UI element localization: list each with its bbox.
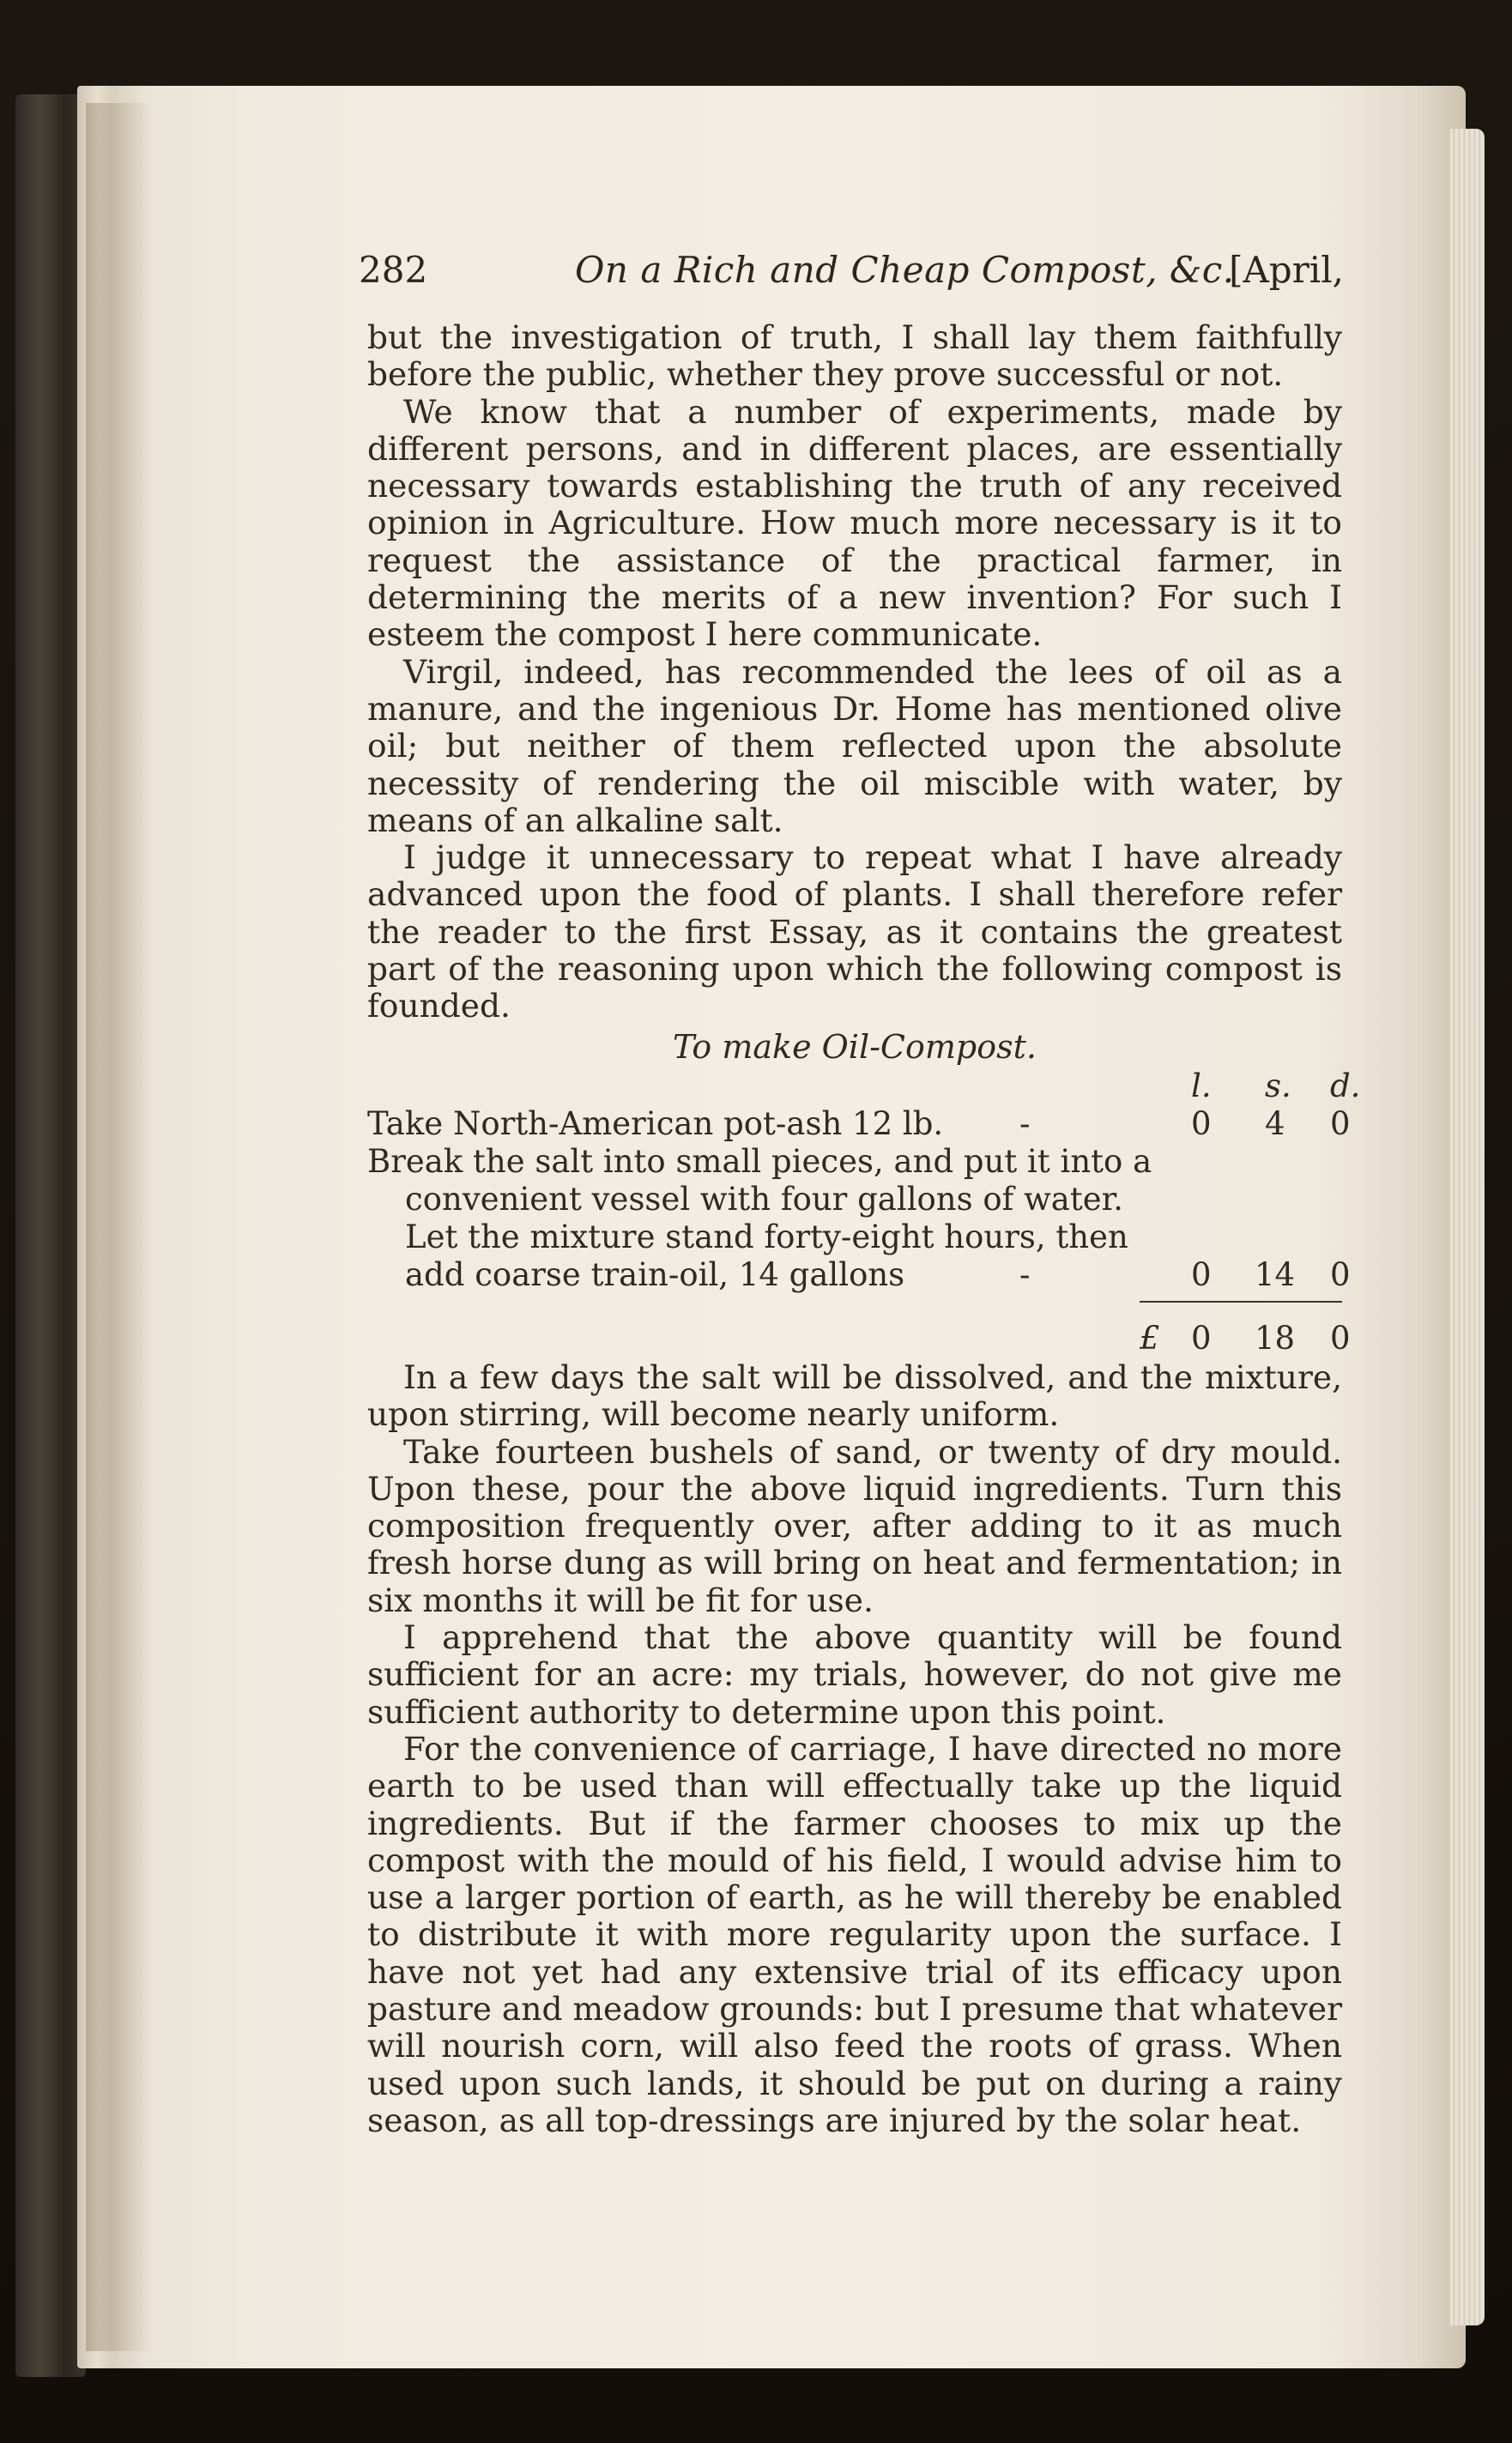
- paragraph: Take fourteen bushels of sand, or twenty of dry mould. Upon these, pour the above liquid ingredients. Turn this composition frequently over, after adding to it as much fresh horse dung as will bring on heat and fermentation; in six months it will be fit for use.: [367, 1432, 1342, 1619]
- header-shillings: s.: [1265, 1067, 1291, 1104]
- paragraph: but the investigation of truth, I shall lay them faithfully before the public, whether they prove successful or not.: [367, 318, 1342, 394]
- paragraph: We know that a number of experiments, made by different persons, and in different places, are essentially necessary towards establishing the truth of any received opinion in Agriculture. How much more necessary is it to request the assistance of the practical farmer, in determining the merits of a new invention? For such I esteem the compost I here communicate.: [367, 392, 1342, 654]
- running-month: [April,: [1229, 249, 1344, 291]
- recipe-line: convenient vessel with four gallons of water.: [405, 1181, 1123, 1218]
- total-pounds: 0: [1191, 1320, 1212, 1357]
- recipe-table: [367, 1062, 1361, 1371]
- header-pounds: l.: [1191, 1067, 1212, 1104]
- total-symbol: £: [1140, 1320, 1160, 1357]
- sum-rule: [1140, 1301, 1342, 1303]
- recipe-title: To make Oil-Compost.: [673, 1028, 1037, 1066]
- header-pence: d.: [1330, 1067, 1361, 1104]
- dash: -: [1019, 1256, 1031, 1293]
- paragraph: Virgil, indeed, has recommended the lees of oil as a manure, and the ingenious Dr. Home has mentioned olive oil; but neither of them reflected upon the absolute necessity of rendering the oil miscible with water, by means of an alkaline salt.: [367, 652, 1342, 839]
- item1-pounds: 0: [1191, 1105, 1212, 1142]
- recipe-line: Break the salt into small pieces, and put it into a: [367, 1143, 1152, 1180]
- body-text-bottom: [367, 1359, 1342, 2139]
- recipe-line: Let the mixture stand forty-eight hours, then: [405, 1218, 1128, 1255]
- recipe-item-1: Take North-American pot-ash 12 lb.: [367, 1105, 944, 1142]
- book-cover-edge: [15, 94, 86, 2377]
- paragraph: In a few days the salt will be dissolved, and the mixture, upon stirring, will become nearly uniform.: [367, 1358, 1342, 1434]
- page-fore-edge: [1450, 129, 1485, 2325]
- dash: -: [1019, 1105, 1031, 1142]
- body-text-top: [367, 319, 1342, 1025]
- running-title: On a Rich and Cheap Compost, &c.: [575, 249, 1235, 291]
- paragraph: I judge it unnecessary to repeat what I have already advanced upon the food of plants. I shall therefore refer the reader to the first Essay, as it contains the greatest part of the reasoning upon which the following compost is founded.: [367, 838, 1342, 1025]
- total-pence: 0: [1330, 1320, 1351, 1357]
- paragraph: I apprehend that the above quantity will be found sufficient for an acre: my trials, however, do not give me sufficient authority to determine upon this point.: [367, 1618, 1342, 1731]
- item1-pence: 0: [1330, 1105, 1351, 1142]
- item2-pence: 0: [1330, 1256, 1351, 1293]
- item1-shillings: 4: [1265, 1105, 1285, 1142]
- total-shillings: 18: [1255, 1320, 1296, 1357]
- running-header: [359, 242, 1344, 302]
- gutter-shadow: [86, 103, 154, 2351]
- paragraph: For the convenience of carriage, I have directed no more earth to be used than will effectually take up the liquid ingredients. But if the farmer chooses to mix up the compost with the mould of his field, I would advise him to use a larger portion of earth, as he will thereby be enabled to distribute it with more regularity upon the surface. I have not yet had any extensive trial of its efficacy upon pasture and meadow grounds: but I presume that whatever will nourish corn, will also feed the roots of grass. When used upon such lands, it should be put on during a rainy season, as all top-dressings are injured by the solar heat.: [367, 1729, 1342, 2139]
- item2-pounds: 0: [1191, 1256, 1212, 1293]
- page-number: 282: [359, 249, 428, 291]
- recipe-line: add coarse train-oil, 14 gallons: [405, 1256, 905, 1293]
- item2-shillings: 14: [1255, 1256, 1296, 1293]
